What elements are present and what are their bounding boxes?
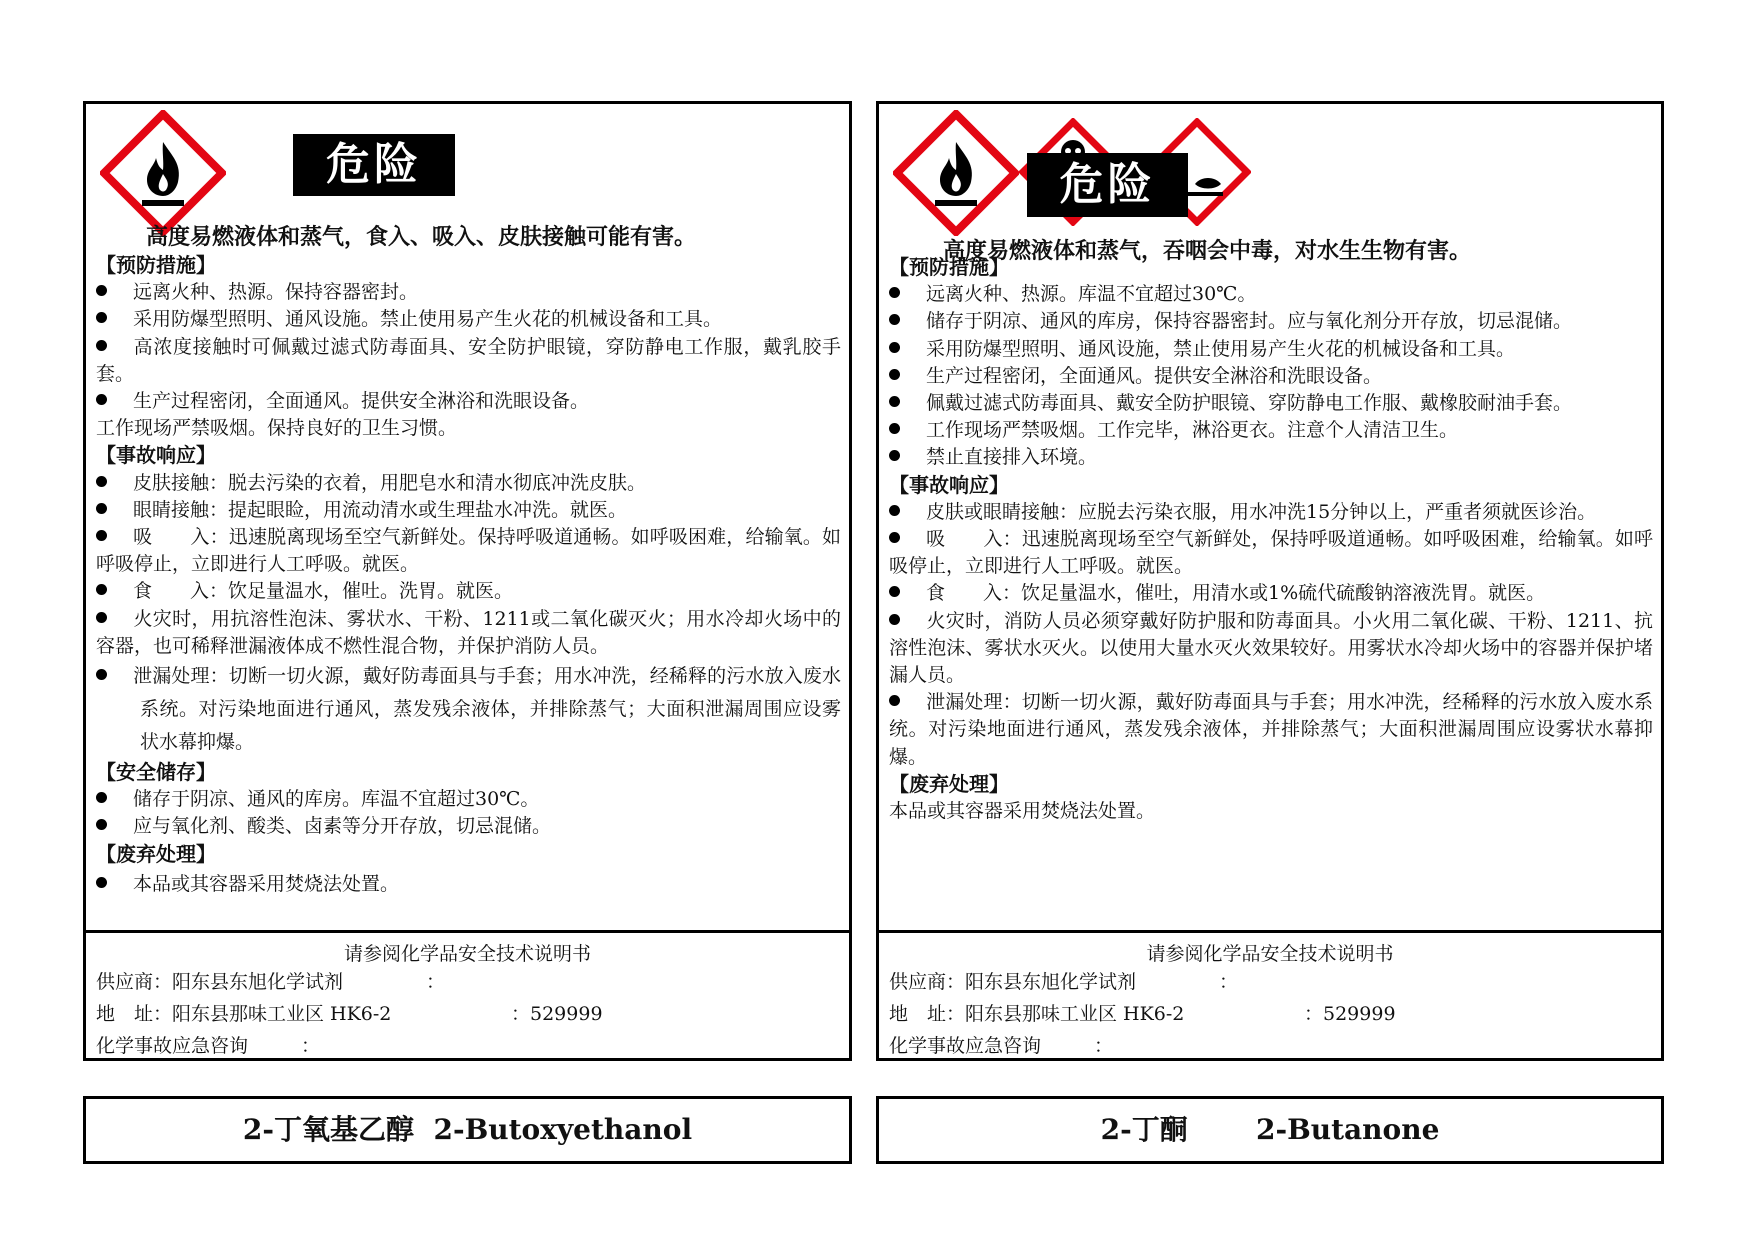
label-body (879, 104, 1661, 930)
emergency-value: ： (301, 1035, 321, 1057)
supplier-line (889, 967, 1239, 994)
bullet-icon (889, 586, 900, 597)
list-item: 工作现场严禁吸烟。保持良好的卫生习惯。 (96, 417, 458, 440)
hazard-statement: 高度易燃液体和蒸气，食入、吸入、皮肤接触可能有害。 (146, 224, 697, 250)
list-item: 火灾时，消防人员必须穿戴好防护服和防毒面具。小火用二氧化碳、干粉、1211、抗溶性泡沫、雾状水灭火。以使用大量水灭火效果较好。用雾状水冷却火场中的容器并保护堵漏人员。 (889, 609, 1653, 687)
signal-word: 危险 (1027, 153, 1188, 217)
precautions-content (889, 254, 1653, 825)
section-title: 【事故响应】 (96, 443, 216, 468)
signal-word: 危险 (293, 134, 455, 196)
bullet-icon (889, 287, 900, 298)
bullet-icon (889, 450, 900, 461)
supplier-line (96, 967, 446, 994)
list-item: 高浓度接触时可佩戴过滤式防毒面具、安全防护眼镜，穿防静电工作服，戴乳胶手套。 (96, 335, 841, 385)
emergency-line (96, 1031, 321, 1058)
address-line (96, 999, 603, 1026)
list-item: 本品或其容器采用焚烧法处置。 (96, 868, 841, 901)
list-item: 眼睛接触：提起眼睑，用流动清水或生理盐水冲洗。就医。 (96, 497, 841, 524)
section-title: 【废弃处理】 (96, 841, 216, 866)
bullet-icon (889, 396, 900, 407)
bullet-icon (96, 312, 107, 323)
chemical-name-cn: 2-丁酮 (1100, 1113, 1188, 1146)
emergency-label: 化学事故应急咨询 (96, 1035, 249, 1057)
list-item: 吸 入：迅速脱离现场至空气新鲜处，保持呼吸道通畅。如呼吸困难，给输氧。如呼吸停止，立即进行人工呼吸。就医。 (889, 528, 1653, 578)
bullet-icon (96, 877, 107, 888)
bullet-icon (889, 614, 900, 625)
bullet-icon (889, 423, 900, 434)
list-item: 吸 入：迅速脱离现场至空气新鲜处。保持呼吸道通畅。如呼吸困难，给输氧。如呼吸停止，立即进行人工呼吸。就医。 (96, 526, 841, 576)
bullet-icon (96, 612, 107, 623)
emergency-value: ： (1094, 1035, 1114, 1057)
address-line (889, 999, 1396, 1026)
chemical-name-en: 2-Butanone (1255, 1113, 1440, 1146)
emergency-label: 化学事故应急咨询 (889, 1035, 1042, 1057)
list-item: 储存于阴凉、通风的库房，保持容器密封。应与氧化剂分开存放，切忌混储。 (889, 308, 1653, 335)
bullet-icon (96, 340, 107, 351)
bullet-icon (889, 695, 900, 706)
supplier-footer (879, 930, 1661, 1058)
list-item: 工作现场严禁吸烟。工作完毕，淋浴更衣。注意个人清洁卫生。 (889, 417, 1653, 444)
bullet-icon (96, 819, 107, 830)
list-item: 远离火种、热源。库温不宜超过30℃。 (889, 281, 1653, 308)
footer-title: 请参阅化学品安全技术说明书 (1146, 943, 1394, 965)
list-item: 储存于阴凉、通风的库房。库温不宜超过30℃。 (96, 786, 841, 813)
list-item: 皮肤或眼睛接触：应脱去污染衣服，用水冲洗15分钟以上，严重者须就医诊治。 (889, 499, 1653, 526)
bullet-icon (889, 369, 900, 380)
bullet-icon (889, 532, 900, 543)
footer-title: 请参阅化学品安全技术说明书 (343, 943, 591, 965)
label-2-butanone (876, 101, 1664, 1061)
list-item: 泄漏处理：切断一切火源，戴好防毒面具与手套；用水冲洗，经稀释的污水放入废水系统。对污染地面进行通风，蒸发残余液体，并排除蒸气；大面积泄漏周围应设雾状水幕抑爆。 (889, 691, 1653, 768)
bullet-icon (96, 792, 107, 803)
bullet-icon (96, 669, 107, 680)
bullet-icon (96, 584, 107, 595)
section-title: 【事故响应】 (889, 472, 1009, 497)
bullet-icon (889, 505, 900, 516)
list-item: 食 入：饮足量温水，催吐。洗胃。就医。 (96, 578, 841, 605)
bullet-icon (96, 530, 107, 541)
bullet-icon (96, 285, 107, 296)
chemical-name-en: 2-Butoxyethanol (433, 1113, 693, 1146)
section-title: 【预防措施】 (889, 255, 1009, 279)
emergency-line (889, 1031, 1114, 1058)
list-item: 泄漏处理：切断一切火源，戴好防毒面具与手套；用水冲洗，经稀释的污水放入废水系统。对污染地面进行通风，蒸发残余液体，并排除蒸气；大面积泄漏周围应设雾状水幕抑爆。 (96, 660, 841, 759)
chemical-name-box (83, 1096, 852, 1164)
hazard-statement: 高度易燃液体和蒸气，吞咽会中毒，对水生生物有害。 (943, 238, 1472, 264)
bullet-icon (889, 314, 900, 325)
list-item: 采用防爆型照明、通风设施。禁止使用易产生火花的机械设备和工具。 (96, 306, 841, 333)
flame-icon (100, 110, 226, 236)
precautions-content (96, 252, 841, 901)
label-2-butoxyethanol (83, 101, 852, 1061)
section-title: 【安全储存】 (96, 760, 216, 785)
list-item: 火灾时，用抗溶性泡沫、雾状水、干粉、1211或二氧化碳灭火；用水冷却火场中的容器，也可稀释泄漏液体成不燃性混合物，并保护消防人员。 (96, 607, 841, 657)
supplier-name: 供应商：阳东县东旭化学试剂 (889, 971, 1137, 993)
list-item: 皮肤接触：脱去污染的衣着，用肥皂水和清水彻底冲洗皮肤。 (96, 470, 841, 497)
flame-icon (893, 110, 1019, 236)
postcode: ：529999 (511, 1003, 603, 1025)
list-item: 生产过程密闭，全面通风。提供安全淋浴和洗眼设备。 (96, 388, 841, 415)
list-item: 采用防爆型照明、通风设施，禁止使用易产生火花的机械设备和工具。 (889, 336, 1653, 363)
list-item: 本品或其容器采用焚烧法处置。 (889, 800, 1156, 823)
address: 地 址：阳东县那味工业区 HK6-2 (96, 1003, 392, 1025)
supplier-footer (86, 930, 849, 1058)
list-item: 食 入：饮足量温水，催吐，用清水或1%硫代硫酸钠溶液洗胃。就医。 (889, 580, 1653, 607)
chemical-name-cn: 2-丁氧基乙醇 (242, 1113, 414, 1146)
supplier-tel: ： (426, 971, 446, 993)
section-title: 【废弃处理】 (889, 771, 1009, 796)
list-item: 生产过程密闭，全面通风。提供安全淋浴和洗眼设备。 (889, 363, 1653, 390)
list-item: 应与氧化剂、酸类、卤素等分开存放，切忌混储。 (96, 813, 841, 840)
bullet-icon (96, 503, 107, 514)
address: 地 址：阳东县那味工业区 HK6-2 (889, 1003, 1185, 1025)
bullet-icon (889, 342, 900, 353)
supplier-tel: ： (1219, 971, 1239, 993)
list-item: 远离火种、热源。保持容器密封。 (96, 279, 841, 306)
postcode: ：529999 (1304, 1003, 1396, 1025)
bullet-icon (96, 476, 107, 487)
supplier-name: 供应商：阳东县东旭化学试剂 (96, 971, 344, 993)
list-item: 佩戴过滤式防毒面具、戴安全防护眼镜、穿防静电工作服、戴橡胶耐油手套。 (889, 390, 1653, 417)
bullet-icon (96, 394, 107, 405)
list-item: 禁止直接排入环境。 (889, 444, 1653, 471)
chemical-name-box (876, 1096, 1664, 1164)
label-body (86, 104, 849, 930)
section-title: 【预防措施】 (96, 253, 216, 277)
